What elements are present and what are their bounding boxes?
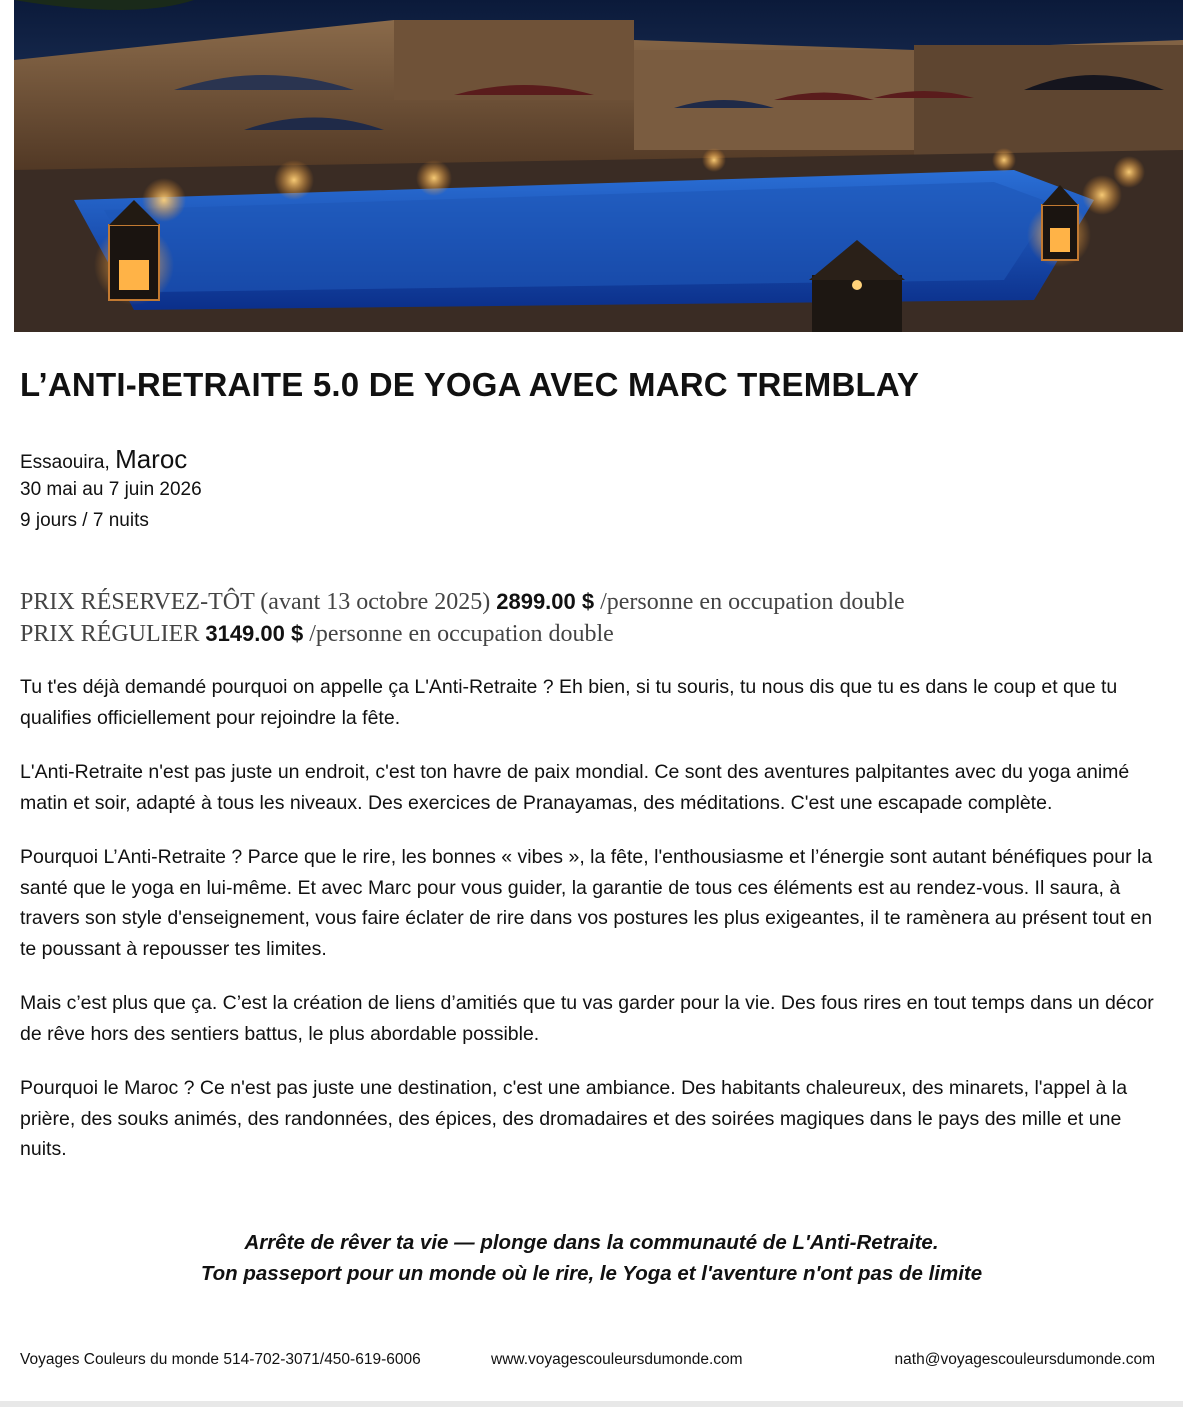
regular-price-amount: 3149.00 $ xyxy=(205,621,304,646)
footer-company: Voyages Couleurs du monde 514-702-3071/450-619-6006 xyxy=(20,1351,421,1368)
early-price-label: PRIX RÉSERVEZ-TÔT (avant 13 octobre 2025) xyxy=(20,589,491,615)
description xyxy=(20,672,1170,1189)
paragraph: Mais c’est plus que ça. C’est la création de liens d’amitiés que tu vas garder pour la vie. Des fous rires en tout temps dans un décor de rêve hors des sentiers battus, le plus abordable possible. xyxy=(20,992,1154,1045)
tagline-line-2: Ton passeport pour un monde où le rire, le Yoga et l'aventure n'ont pas de limite xyxy=(200,1262,983,1285)
regular-price-suffix: /personne en occupation double xyxy=(309,621,614,647)
paragraph: Pourquoi L’Anti-Retraite ? Parce que le rire, les bonnes « vibes », la fête, l'enthousiasme et l’énergie sont autant bénéfiques pour la santé que le yoga en lui-même. Et avec Marc pour vous guider, la garantie de tous ces éléments est au rendez-vous. Il saura, à travers son style d'enseignement, vous faire éclater de rire dans vos postures les plus exigeantes, il te ramènera au présent tout en te poussant à repousser tes limites. xyxy=(20,846,1153,960)
regular-price-line xyxy=(20,618,905,650)
bottom-divider xyxy=(0,1401,1183,1407)
trip-duration: 9 jours / 7 nuits xyxy=(20,510,149,531)
early-price-line xyxy=(20,586,905,618)
early-price-suffix: /personne en occupation double xyxy=(600,589,905,615)
tagline-line-1: Arrête de rêver ta vie — plonge dans la communauté de L'Anti-Retraite. xyxy=(244,1231,939,1254)
page-title: L’ANTI-RETRAITE 5.0 DE YOGA AVEC MARC TREMBLAY xyxy=(20,366,920,403)
resort-pool-illustration xyxy=(14,0,1183,332)
country: Maroc xyxy=(115,444,188,474)
paragraph: Tu t'es déjà demandé pourquoi on appelle ça L'Anti-Retraite ? Eh bien, si tu souris, tu nous dis que tu es dans le coup et que tu qualifies officiellement pour rejoindre la fête. xyxy=(20,676,1118,729)
city: Essaouira, xyxy=(20,452,110,473)
paragraph: L'Anti-Retraite n'est pas juste un endroit, c'est ton havre de paix mondial. Ce sont des aventures palpitantes avec du yoga animé matin et soir, adapté à tous les niveaux. Des exercices de Pranayamas, des méditations. C'est une escapade complète. xyxy=(20,761,1130,814)
paragraph: Pourquoi le Maroc ? Ce n'est pas juste une destination, c'est une ambiance. Des habitants chaleureux, des minarets, l'appel à la prière, des souks animés, des randonnées, des épices, des dromadaires et des soirées magiques dans le pays des mille et une nuits. xyxy=(20,1077,1128,1160)
footer-email[interactable]: nath@voyagescouleursdumonde.com xyxy=(894,1351,1155,1368)
trip-dates: 30 mai au 7 juin 2026 xyxy=(20,479,202,500)
location xyxy=(20,444,202,475)
pricing xyxy=(20,586,905,650)
early-price-amount: 2899.00 $ xyxy=(496,589,595,614)
regular-price-label: PRIX RÉGULIER xyxy=(20,621,200,647)
footer-website[interactable]: www.voyagescouleursdumonde.com xyxy=(491,1351,743,1368)
tagline xyxy=(0,1227,1183,1289)
trip-details xyxy=(20,444,202,537)
hero-image xyxy=(14,0,1183,332)
